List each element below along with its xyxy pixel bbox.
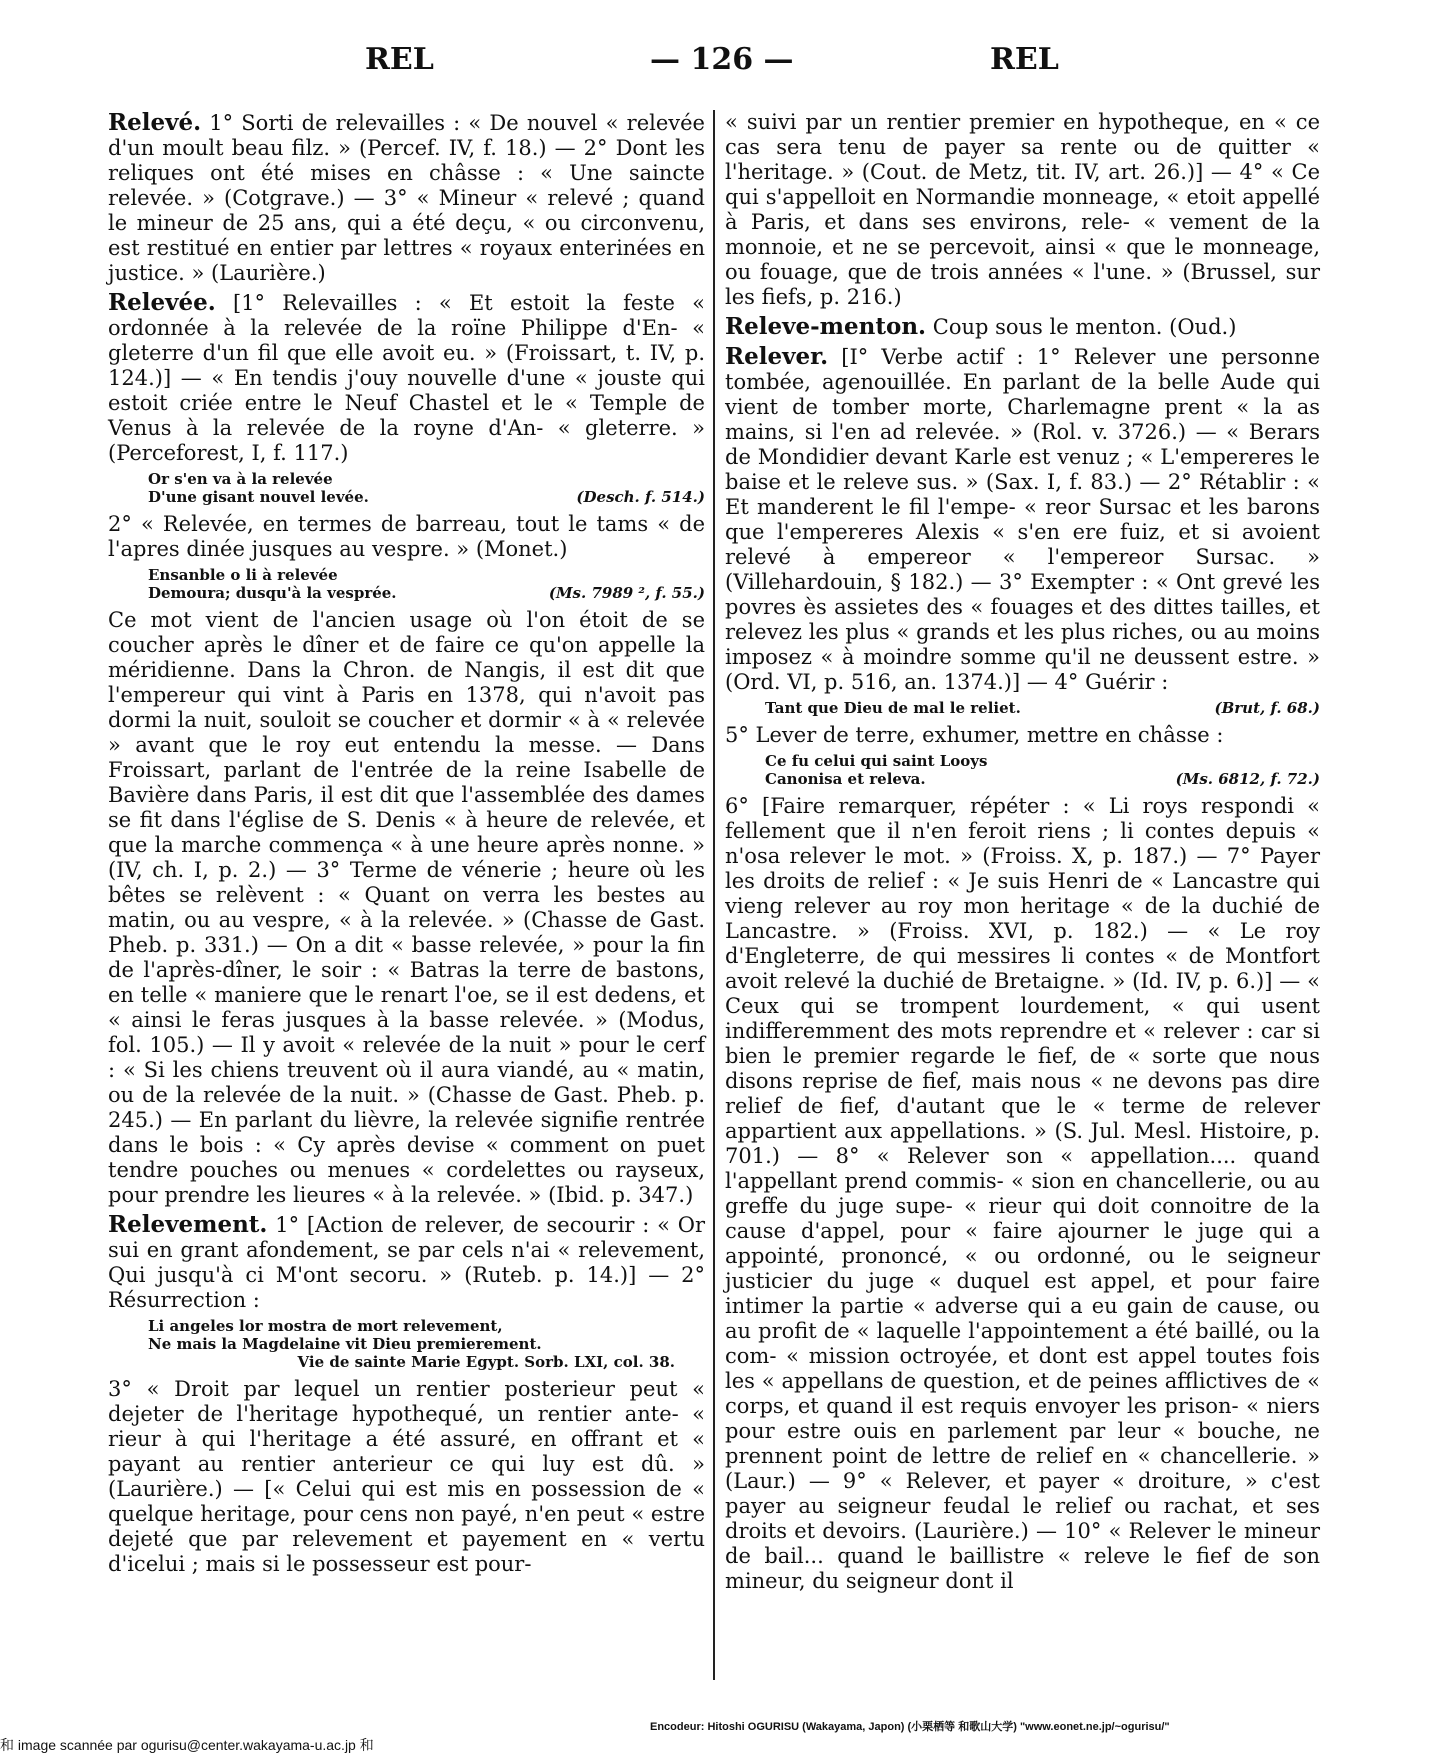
quote-line: Canonisa et releva. (765, 770, 926, 788)
page-number: — 126 — (650, 42, 794, 77)
quote-line: Ne mais la Magdelaine vit Dieu premierement. (148, 1335, 542, 1353)
headword: Releve-menton. (725, 313, 927, 340)
headword: Relevé. (108, 109, 202, 136)
quote-source: (Ms. 6812, f. 72.) (1175, 770, 1320, 788)
entry-text: [1° Relevailles : « Et estoit la feste « ordonnée à la relevée de la roïne Philippe d'En- « gleterre d'un fil que elle avoit eu. » (Froissart, t. IV, p. 124.)] — « En tendis j'ouy nouvelle d'une « jouste qui estoit criée entre le Neuf Chastel et le « Temple de Venus à la relevée de la royne d'An- « gleterre. » (Perceforest, I, f. 117.) (108, 291, 705, 465)
quote-block (765, 752, 1320, 788)
quote-source: (Brut, f. 68.) (1214, 699, 1320, 717)
headword: Relever. (725, 343, 829, 370)
entry-text: [I° Verbe actif : 1° Relever une personne tombée, agenouillée. En parlant de la belle Aude qui vient de tomber morte, Charlemagne prent « la as mains, si l'en ad relevée. » (Rol. v. 3726.) — « Berars de Mondidier devant Karle est venuz ; « L'empereres le baise et le releve sus. » (Sax. I, f. 83.) — 2° Rétablir : « Et manderent le fil l'empe- « reor Sursac et les barons que l'empereres Alexis « s'en ere fuiz, et si avoient relevé à empereor « l'empereor Sursac. » (Villehardouin, § 182.) — 3° Exempter : « Ont grevé les povres ès assietes des « fouages et des dittes tailles, et relevez les plus « grands et les plus riches, ou au moins imposez « à moindre somme qu'il ne deussent estre. » (Ord. VI, p. 516, an. 1374.)] — 4° Guérir : (725, 345, 1320, 694)
headword: Relevée. (108, 289, 216, 316)
quote-line: Ensanble o li à relevée (148, 566, 338, 584)
quote-source: (Ms. 7989 ², f. 55.) (548, 584, 705, 602)
quote-line: Tant que Dieu de mal le reliet. (765, 699, 1021, 717)
left-column (108, 110, 705, 1581)
paragraph: 6° [Faire remarquer, répéter : « Li roys respondi « fellement que il n'en feroit riens ; li contes depuis « n'osa relever le mot. » (Froiss. X, p. 187.) — 7° Payer les droits de relief : « Je suis Henri de « Lancastre qui vieng relever au roy mon heritage « de la duchié de Lancastre. » (Froiss. XVI, p. 182.) — « Le roy d'Engleterre, de qui messires li contes « de Montfort avoit relevé la duchié de Bretaigne. » (Id. IV, p. 6.)] — « Ceux qui se trompent lourdement, « qui usent indifferemment des mots reprendre et « relever : car si bien le premier regarde le fief, de « sorte que nous disons reprise de fief, mais nous « ne devons pas dire relief de fief, d'autant que le « terme de relever appartient aux appellations. » (S. Jul. Mesl. Histoire, p. 701.) — 8° « Relever son « appellation.... quand l'appellant prend commis- « sion en chancellerie, ou au greffe du juge supe- « rieur qui doit connoitre de la cause d'appel, pour « faire ajourner le juge qui a appointé, prononcé, « ou ordonné, ou le seigneur justicier du juge « duquel est appel, et pour faire intimer la partie « adverse qui a eu gain de cause, ou au profit de « laquelle l'appointement a été baillé, ou la com- « mission octroyée, et dont est appel toutes fois les « appellans de question, et de peines afflictives de « corps, et quand il est requis envoyer les prison- « niers pour estre ouis en parlement par leur « bouche, ne prennent point de lettre de relief en « chancellerie. » (Laur.) — 9° « Relever, et payer « droiture, » c'est payer au seigneur feudal le relief ou rachat, et ses droits et devoirs. (Laurière.) — 10° « Relever le mineur de bail... quand le baillistre « releve le fief de son mineur, du seigneur dont il (725, 794, 1320, 1593)
quote-line: D'une gisant nouvel levée. (148, 488, 369, 506)
entry-text: Coup sous le menton. (Oud.) (932, 315, 1237, 339)
paragraph: « suivi par un rentier premier en hypotheque, en « ce cas sera tenu de payer sa rente ou de quitter « l'heritage. » (Cout. de Metz, tit. IV, art. 26.)] — 4° « Ce qui s'appelloit en Normandie monneage, « etoit appellé à Paris, et dans ses environs, rele- « vement de la monnoie, et ne se percevoit, ainsi « que le monneage, ou fouage, que de trois années « l'une. » (Brussel, sur les fiefs, p. 216.) (725, 110, 1320, 309)
quote-line: Demoura; dusqu'à la vesprée. (148, 584, 397, 602)
scan-credit: 和 image scannée par ogurisu@center.wakayama-u.ac.jp 和 (0, 1737, 374, 1753)
quote-line: Or s'en va à la relevée (148, 470, 333, 488)
paragraph: 2° « Relevée, en termes de barreau, tout le tams « de l'apres dinée jusques au vespre. » (Monet.) (108, 512, 705, 561)
right-column (725, 110, 1320, 1598)
entry-releve (108, 110, 705, 286)
encoder-credit: Encodeur: Hitoshi OGURISU (Wakayama, Japon) (小栗栖等 和歌山大学) "www.eonet.ne.jp/~ogurisu/" (650, 1721, 1170, 1733)
entry-relevee (108, 290, 705, 466)
quote-source: Vie de sainte Marie Egypt. Sorb. LXI, col. 38. (297, 1353, 675, 1371)
entry-releve-menton (725, 314, 1320, 340)
entry-relever (725, 344, 1320, 695)
entry-relevement (108, 1212, 705, 1313)
quote-block (148, 566, 705, 602)
headword: Relevement. (108, 1211, 268, 1238)
quote-block (148, 1317, 705, 1371)
paragraph: Ce mot vient de l'ancien usage où l'on étoit de se coucher après le dîner et de faire ce qu'on appelle la méridienne. Dans la Chron. de Nangis, il est dit que l'empereur qui vint à Paris en 1378, qui n'avoit pas dormi la nuit, souloit se coucher et dormir « à « relevée » avant que le roy eut entendu la messe. — Dans Froissart, parlant de l'entrée de la reine Isabelle de Bavière dans Paris, il est dit que l'assemblée des dames se fit dans l'église de S. Denis « à heure de relevée, et que la marche commença « à une heure après nonne. » (IV, ch. I, p. 2.) — 3° Terme de vénerie ; heure où les bêtes se relèvent : « Quant on verra les bestes au matin, ou au vespre, « à la relevée. » (Chasse de Gast. Pheb. p. 331.) — On a dit « basse relevée, » pour la fin de l'après-dîner, le soir : « Batras la terre de bastons, en telle « maniere que le renart l'oe, se il est dedens, et « ainsi le feras jusques à la basse relevée. » (Modus, fol. 105.) — Il y avoit « relevée de la nuit » pour le cerf : « Si les chiens treuvent où il aura viandé, au « matin, ou de la relevée de la nuit. » (Chasse de Gast. Pheb. p. 245.) — En parlant du lièvre, la relevée signifie rentrée dans le bois : « Cy après devise « comment on puet tendre pouches ou menues « cordelettes ou rayseux, pour prendre les lieures « à la relevée. » (Ibid. p. 347.) (108, 608, 705, 1207)
entry-text: 1° Sorti de relevailles : « De nouvel « relevée d'un moult beau filz. » (Percef. IV, f. 18.) — 2° Dont les reliques ont été mises en châsse : « Une saincte relevée. » (Cotgrave.) — 3° « Mineur « relevé ; quand le mineur de 25 ans, qui a été deçu, « ou circonvenu, est restitué en entier par lettres « royaux enterinées en justice. » (Laurière.) (108, 111, 705, 285)
quote-block (148, 470, 705, 506)
quote-line: Ce fu celui qui saint Looys (765, 752, 988, 770)
header-right: REL (990, 42, 1059, 77)
entry-text: 1° [Action de relever, de secourir : « Or sui en grant afondement, se par cels n'ai « relevement, Qui jusqu'à ci M'ont secoru. » (Ruteb. p. 14.)] — 2° Résurrection : (108, 1213, 705, 1312)
column-divider (713, 110, 715, 1680)
quote-line: Li angeles lor mostra de mort relevement, (148, 1317, 503, 1335)
paragraph: 3° « Droit par lequel un rentier posterieur peut « dejeter de l'heritage hypothequé, un rentier ante- « rieur à qui l'heritage a été assuré, en offrant et « payant au rentier anterieur ce qui luy est dû. » (Laurière.) — [« Celui qui est mis en possession de « quelque heritage, pour cens non payé, n'en peut « estre dejeté que par relevement et payement en « vertu d'icelui ; mais si le possesseur est pour- (108, 1377, 705, 1576)
header-left: REL (365, 42, 434, 77)
paragraph: 5° Lever de terre, exhumer, mettre en châsse : (725, 723, 1224, 747)
quote-source: (Desch. f. 514.) (576, 488, 705, 506)
quote-block (765, 699, 1320, 717)
